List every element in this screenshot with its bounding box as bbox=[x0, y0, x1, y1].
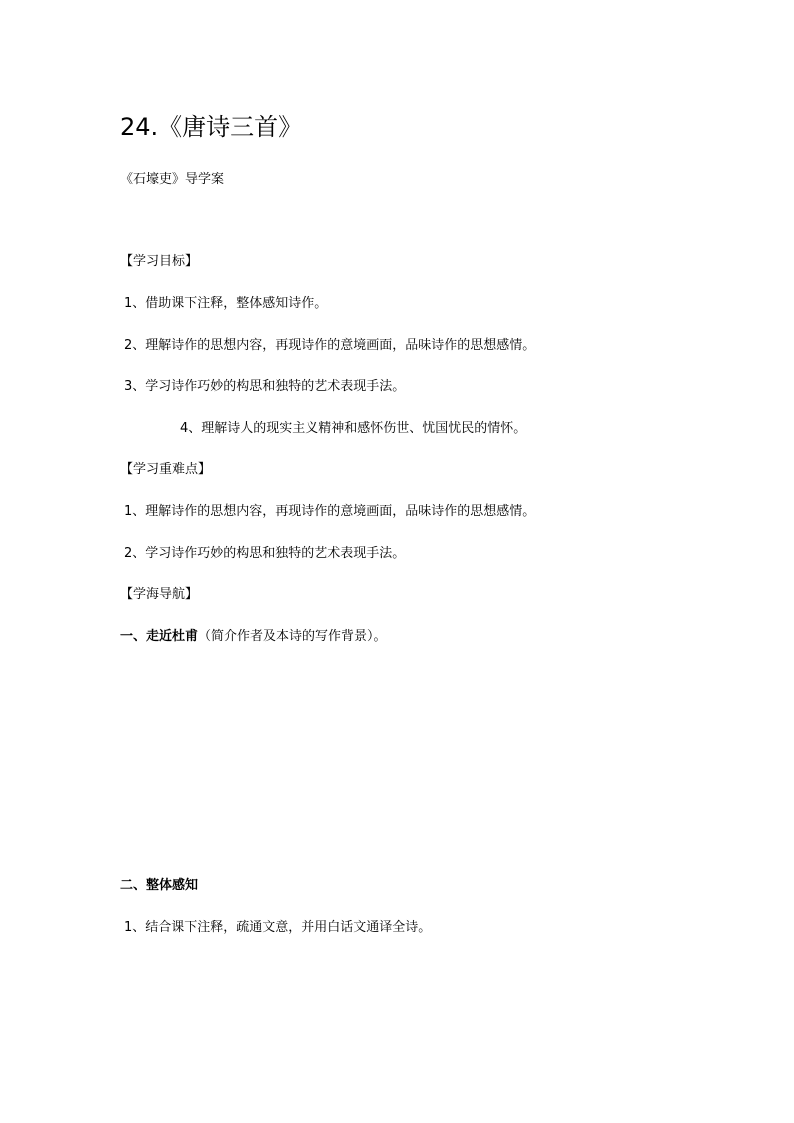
objectives-heading: 【学习目标】 bbox=[120, 254, 199, 269]
section-2-item-1: 1、结合课下注释，疏通文意，并用白话文通译全诗。 bbox=[124, 920, 432, 935]
objective-item-3: 3、学习诗作巧妙的构思和独特的艺术表现手法。 bbox=[124, 379, 406, 394]
guide-heading: 【学海导航】 bbox=[120, 587, 199, 602]
section-1-label: 一、走近杜甫 bbox=[120, 629, 199, 644]
key-points-heading: 【学习重难点】 bbox=[120, 462, 212, 477]
page-title: 24.《唐诗三首》 bbox=[120, 113, 303, 141]
section-1-note: （简介作者及本诗的写作背景）。 bbox=[198, 629, 387, 644]
section-2-label: 二、整体感知 bbox=[120, 878, 199, 893]
objective-item-2: 2、理解诗作的思想内容，再现诗作的意境画面，品味诗作的思想感情。 bbox=[124, 338, 536, 353]
section-1-line bbox=[120, 629, 387, 645]
document-subtitle: 《石壕吏》导学案 bbox=[120, 172, 225, 187]
key-point-item-2: 2、学习诗作巧妙的构思和独特的艺术表现手法。 bbox=[124, 546, 406, 561]
objective-item-1: 1、借助课下注释，整体感知诗作。 bbox=[124, 296, 328, 311]
objective-item-4: 4、理解诗人的现实主义精神和感怀伤世、忧国忧民的情怀。 bbox=[180, 421, 527, 436]
key-point-item-1: 1、理解诗作的思想内容，再现诗作的意境画面，品味诗作的思想感情。 bbox=[124, 504, 536, 519]
